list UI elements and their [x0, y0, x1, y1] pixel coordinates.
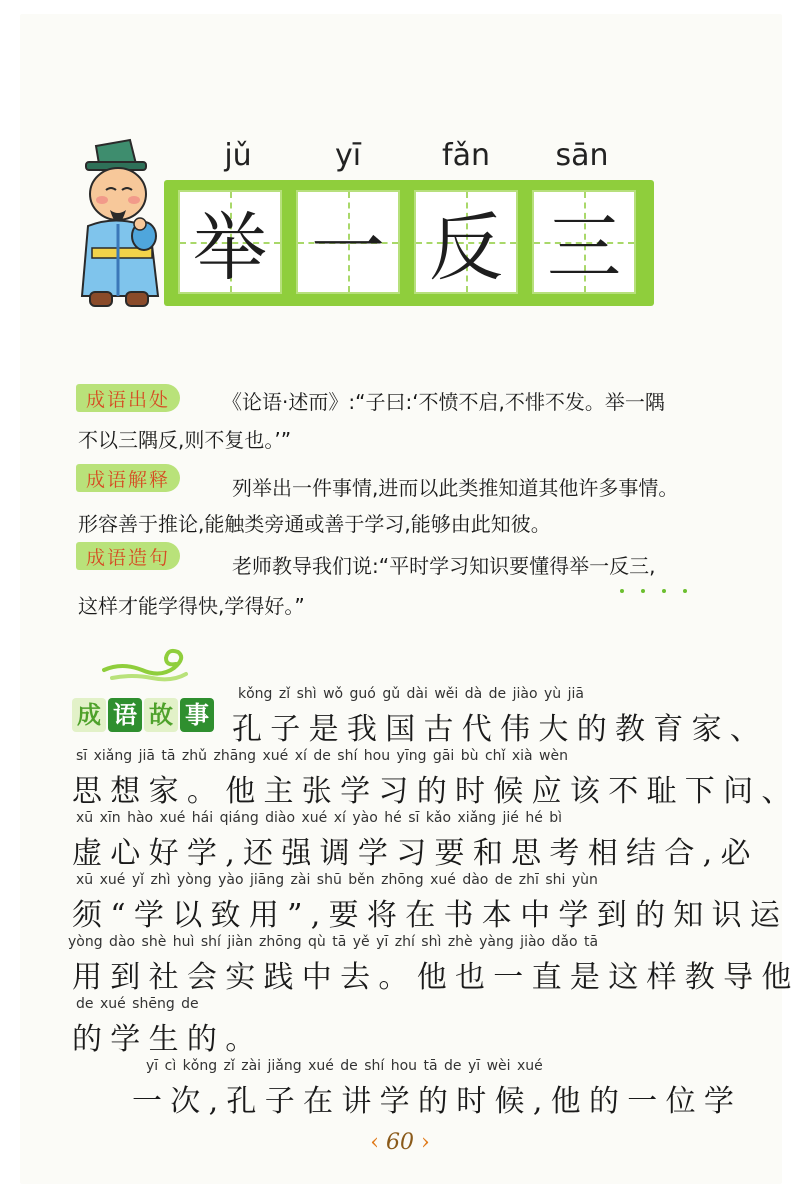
source-label: 成语出处 — [86, 388, 171, 411]
title-pinyin-4: sān — [555, 138, 609, 173]
right-chevron-icon: › — [421, 1130, 430, 1155]
story-line-2: 思想家。他主张学习的时候应该不耻下问、 — [72, 774, 800, 809]
story-pinyin-7: yī cì kǒng zǐ zài jiǎng xué de shí hou tā de yī wèi xué — [146, 1058, 543, 1074]
title-char-1: 举 — [193, 205, 267, 291]
title-pinyin-1: jǔ — [224, 138, 252, 173]
story-line-6: 的学生的。 — [72, 1022, 264, 1057]
title-cell-4 — [532, 190, 636, 294]
source-text-line-2: 不以三隅反,则不复也。’” — [78, 428, 292, 452]
story-pinyin-2: sī xiǎng jiā tā zhǔ zhāng xué xí de shí hou yīng gāi bù chǐ xià wèn — [76, 748, 568, 764]
title-grid-frame — [164, 180, 654, 306]
page-number-value: 60 — [386, 1130, 414, 1155]
page-number — [360, 1130, 440, 1155]
title-pinyin-3: fǎn — [442, 138, 490, 173]
example-label: 成语造句 — [86, 546, 171, 569]
meaning-text-line-1: 列举出一件事情,进而以此类推知道其他许多事情。 — [232, 476, 679, 500]
story-pinyin-4: xū xué yǐ zhì yòng yào jiāng zài shū běn zhōng xué dào de zhī shi yùn — [76, 872, 598, 888]
meaning-label: 成语解释 — [86, 468, 171, 491]
left-chevron-icon: ‹ — [370, 1130, 379, 1155]
story-pinyin-1: kǒng zǐ shì wǒ guó gǔ dài wěi dà de jiào yù jiā — [238, 686, 584, 702]
confucius-illustration — [66, 136, 174, 316]
example-text-line-1: 老师教导我们说:“平时学习知识要懂得举一反三, — [232, 554, 656, 578]
story-tag-char-3: 故 — [144, 698, 178, 732]
title-pinyin-2: yī — [334, 138, 362, 173]
title-char-3: 反 — [429, 205, 503, 291]
emphasis-dots — [620, 578, 704, 597]
story-pinyin-5: yòng dào shè huì shí jiàn zhōng qù tā yě yī zhí shì zhè yàng jiào dǎo tā — [68, 934, 599, 950]
story-tag-char-4: 事 — [180, 698, 214, 732]
source-text-line-1: 《论语·述而》:“子曰:‘不愤不启,不悱不发。举一隅 — [222, 390, 665, 414]
title-cell-2 — [296, 190, 400, 294]
meaning-label-tag — [76, 464, 180, 492]
example-label-tag — [76, 542, 180, 570]
source-label-tag — [76, 384, 180, 412]
story-tag-char-1: 成 — [72, 698, 106, 732]
meaning-text-line-2: 形容善于推论,能触类旁通或善于学习,能够由此知彼。 — [78, 512, 551, 536]
example-text-line-2: 这样才能学得快,学得好。” — [78, 594, 305, 618]
title-cell-3 — [414, 190, 518, 294]
story-pinyin-6: de xué shēng de — [76, 996, 199, 1012]
cloud-swirl-icon — [102, 648, 202, 688]
story-line-1: 孔子是我国古代伟大的教育家、 — [232, 712, 769, 747]
title-char-2: 一 — [311, 205, 385, 291]
story-line-3: 虚心好学,还强调学习要和思考相结合,必 — [72, 836, 759, 871]
title-char-4: 三 — [547, 205, 621, 291]
story-line-5: 用到社会实践中去。他也一直是这样教导他 — [72, 960, 800, 995]
story-tag-char-2: 语 — [108, 698, 142, 732]
story-line-4: 须“学以致用”,要将在书本中学到的知识运 — [72, 898, 789, 933]
title-cell-1 — [178, 190, 282, 294]
story-label-tag — [72, 698, 214, 732]
story-line-7: 一次,孔子在讲学的时候,他的一位学 — [132, 1084, 743, 1119]
story-pinyin-3: xū xīn hào xué hái qiáng diào xué xí yào hé sī kǎo xiǎng jié hé bì — [76, 810, 563, 826]
